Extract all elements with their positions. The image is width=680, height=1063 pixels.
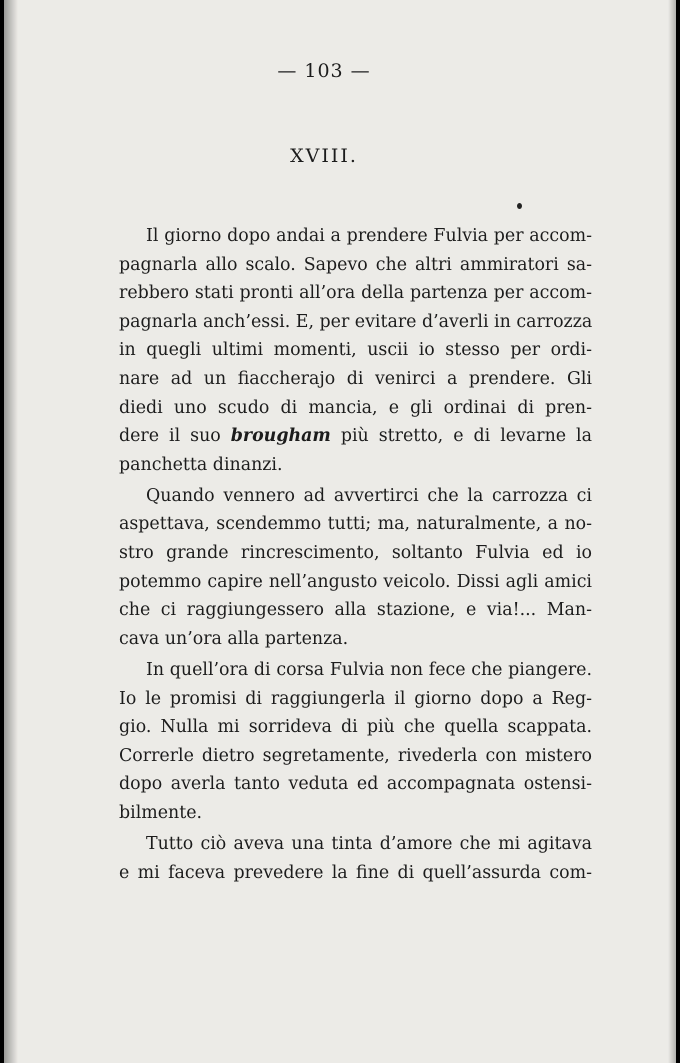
text-line: in quegli ultimi momenti, uscii io stesso per ordi-: [119, 340, 592, 361]
text-line: diedi uno scudo di mancia, e gli ordinai di pren-: [119, 397, 592, 418]
text-line: potemmo capire nell’angusto veicolo. Dissi agli amici: [119, 571, 592, 592]
text-line: e mi faceva prevedere la fine di quell’assurda com-: [119, 862, 592, 883]
text-line: bilmente.: [119, 802, 203, 823]
text-fragment: dere il suo: [119, 426, 231, 447]
text-line: cava un’ora alla partenza.: [119, 628, 349, 649]
paragraph-3: [92, 656, 592, 828]
paragraph-4: [92, 830, 592, 887]
text-line: aspettava, scendemmo tutti; ma, naturalmente, a no-: [119, 514, 592, 535]
text-line: dopo averla tanto veduta ed accompagnata ostensi-: [119, 774, 592, 795]
text-line: rebbero stati pronti all’ora della partenza per accom-: [119, 283, 592, 304]
text-line: Il giorno dopo andai a prendere Fulvia per accom-: [146, 226, 592, 246]
text-line: Io le promisi di raggiungerla il giorno dopo a Reg-: [119, 688, 592, 709]
text-line: [92, 422, 592, 451]
text-line: stro grande rincrescimento, soltanto Fulvia ed io: [119, 543, 592, 564]
paragraph-1: [92, 222, 592, 479]
text-line: panchetta dinanzi.: [119, 454, 283, 475]
text-line: nare ad un fiaccherajo di venirci a prendere. Gli: [119, 368, 592, 389]
text-fragment: più stretto, e di levarne la: [330, 426, 592, 447]
text-line: Tutto ciò aveva una tinta d’amore che mi agitava: [146, 833, 592, 854]
paragraph-2: [92, 482, 592, 654]
text-line: pagnarla allo scalo. Sapevo che altri ammiratori sa-: [119, 254, 592, 275]
page-number: — 103 —: [277, 60, 371, 82]
text-line: Correrle dietro segretamente, rivederla con mistero: [119, 745, 592, 766]
chapter-title: XVIII.: [290, 145, 358, 167]
body-text: [92, 222, 592, 890]
text-line: In quell’ora di corsa Fulvia non fece che piangere.: [146, 659, 592, 680]
book-page: [4, 0, 676, 1063]
text-line: che ci raggiungessero alla stazione, e via!... Man-: [119, 600, 592, 621]
italic-word: brougham: [230, 426, 331, 447]
text-line: gio. Nulla mi sorrideva di più che quella scappata.: [119, 717, 592, 738]
text-line: Quando vennero ad avvertirci che la carrozza ci: [146, 485, 592, 506]
text-line: pagnarla anch’essi. E, per evitare d’averli in carrozza: [119, 311, 593, 332]
ink-speck: [517, 203, 522, 209]
